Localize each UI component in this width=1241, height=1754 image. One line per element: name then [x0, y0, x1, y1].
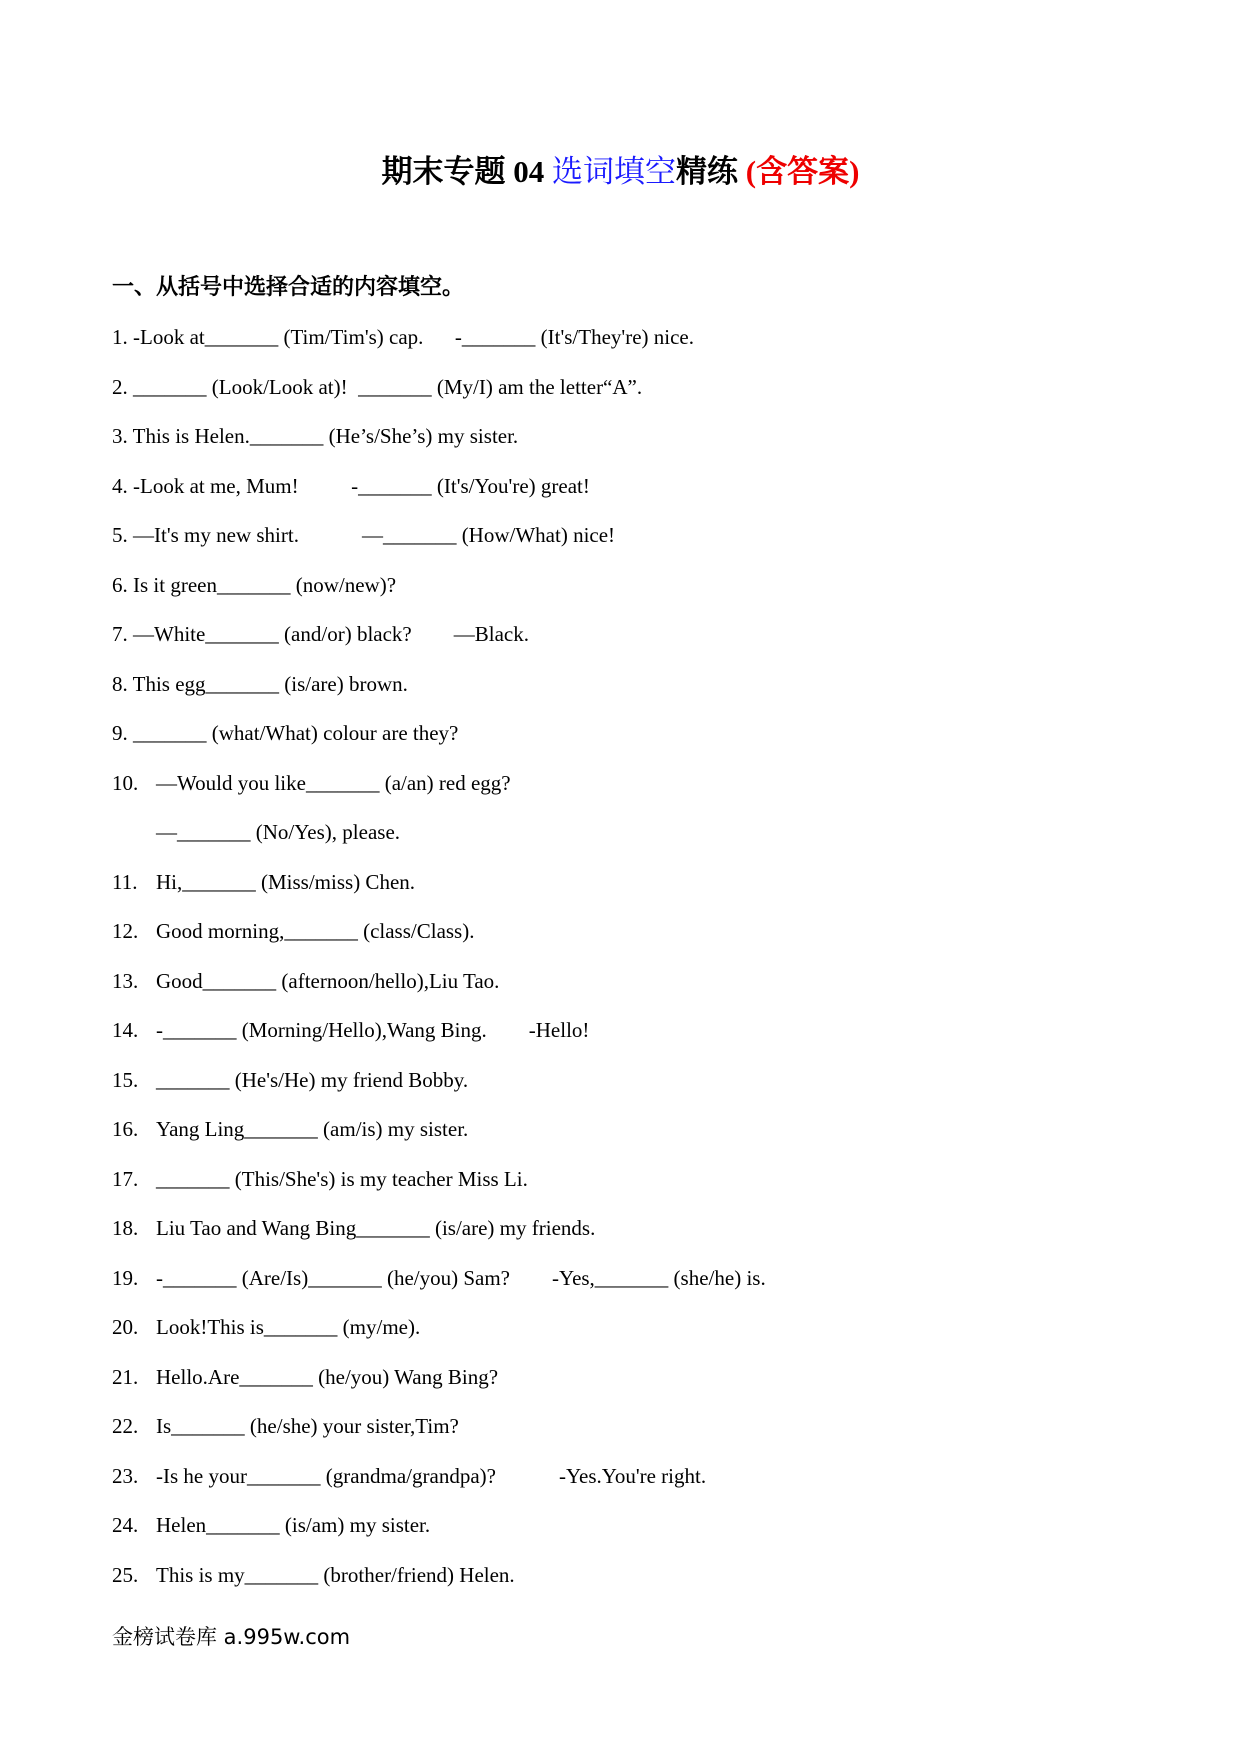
title-part-1: 期末专题 04	[381, 154, 553, 189]
question-14: 14. -_______ (Morning/Hello),Wang Bing. -Hello!	[112, 1018, 590, 1042]
section-heading: 一、从括号中选择合适的内容填空。	[112, 275, 465, 300]
title-part-3: 精练	[676, 154, 746, 189]
question-13: 13. Good_______ (afternoon/hello),Liu Tao.	[112, 969, 500, 993]
question-24: 24. Helen_______ (is/am) my sister.	[112, 1513, 431, 1537]
title-part-4: (含答案)	[745, 154, 860, 189]
question-22: 22. Is_______ (he/she) your sister,Tim?	[112, 1414, 459, 1438]
question-9: 9. _______ (what/What) colour are they?	[112, 721, 459, 745]
question-4: 4. -Look at me, Mum! -_______ (It's/You're) great!	[112, 474, 590, 498]
question-25: 25. This is my_______ (brother/friend) Helen.	[112, 1563, 515, 1587]
question-20: 20. Look!This is_______ (my/me).	[112, 1315, 421, 1339]
question-21: 21. Hello.Are_______ (he/you) Wang Bing?	[112, 1365, 499, 1389]
question-8: 8. This egg_______ (is/are) brown.	[112, 672, 408, 696]
question-19: 19. -_______ (Are/Is)_______ (he/you) Sam? -Yes,_______ (she/he) is.	[112, 1266, 766, 1290]
question-16: 16. Yang Ling_______ (am/is) my sister.	[112, 1117, 469, 1141]
question-17: 17. _______ (This/She's) is my teacher Miss Li.	[112, 1167, 528, 1191]
question-5: 5. —It's my new shirt. —_______ (How/What) nice!	[112, 523, 616, 547]
footer-source: 金榜试卷库 a.995w.com	[112, 1625, 351, 1649]
question-10: 10. —Would you like_______ (a/an) red egg?	[112, 771, 511, 795]
question-10-continued: —_______ (No/Yes), please.	[156, 820, 401, 844]
question-1: 1. -Look at_______ (Tim/Tim's) cap. -_______ (It's/They're) nice.	[112, 325, 694, 349]
question-23: 23. -Is he your_______ (grandma/grandpa)? -Yes.You're right.	[112, 1464, 707, 1488]
question-7: 7. —White_______ (and/or) black? —Black.	[112, 622, 529, 646]
question-15: 15. _______ (He's/He) my friend Bobby.	[112, 1068, 469, 1092]
question-6: 6. Is it green_______ (now/new)?	[112, 573, 397, 597]
question-11: 11. Hi,_______ (Miss/miss) Chen.	[112, 870, 416, 894]
question-12: 12. Good morning,_______ (class/Class).	[112, 919, 475, 943]
question-18: 18. Liu Tao and Wang Bing_______ (is/are) my friends.	[112, 1216, 596, 1240]
question-2: 2. _______ (Look/Look at)! _______ (My/I) am the letter“A”.	[112, 375, 643, 399]
page-title	[0, 152, 1241, 192]
question-3: 3. This is Helen._______ (He’s/She’s) my sister.	[112, 424, 519, 448]
title-part-2: 选词填空	[552, 154, 677, 189]
